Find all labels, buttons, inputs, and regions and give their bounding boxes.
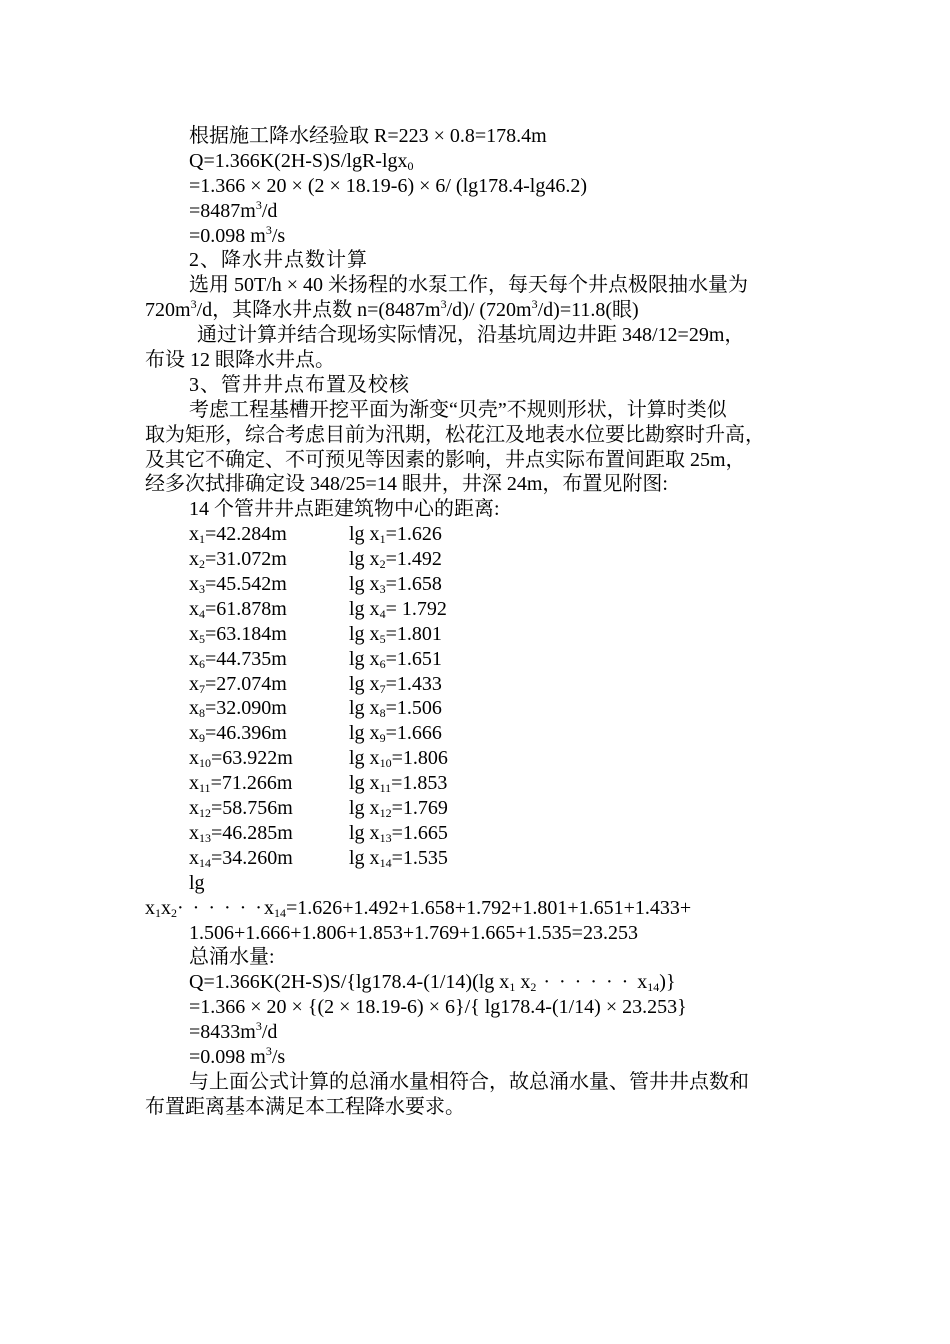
well-distance-list [145, 522, 807, 870]
subscript: 10 [199, 756, 211, 771]
text: x [189, 672, 199, 695]
subscript: 3 [379, 582, 386, 597]
well-log-value: =1.492 [385, 548, 442, 571]
text: Q=1.366K(2H-S)S/lgR-lgx [189, 149, 408, 172]
superscript: 3 [531, 297, 538, 312]
subscript: 6 [199, 656, 205, 671]
formula-q-result-day [145, 199, 807, 224]
list-item [145, 522, 807, 547]
superscript: 3 [255, 197, 262, 212]
superscript: 3 [440, 297, 447, 312]
text: x [145, 896, 155, 919]
text: x [189, 846, 199, 869]
text: =0.098 m [189, 1045, 266, 1068]
text: x [637, 971, 648, 994]
subscript: 4 [199, 606, 205, 621]
section-2-para-1-line-1: 选用 50T/h × 40 米扬程的水泵工作，每天每个井点极限抽水量为 [189, 274, 749, 297]
conclusion-line-2: 布置距离基本满足本工程降水要求。 [145, 1095, 465, 1118]
subscript: 11 [379, 781, 392, 796]
text: =0.098 m [189, 224, 266, 247]
subscript: 5 [199, 631, 205, 646]
well-log-value: =1.535 [391, 846, 448, 869]
text: 720m [145, 299, 191, 322]
section-3-para-line-2: 取为矩形，综合考虑目前为汛期，松花江及地表水位要比勘察时升高， [145, 423, 765, 446]
list-item [145, 721, 807, 746]
text: x [189, 647, 199, 670]
text: x [189, 747, 199, 770]
text: lg x [349, 747, 380, 770]
text: /s [271, 224, 286, 247]
superscript: 3 [265, 1043, 272, 1058]
text: lg x [349, 597, 380, 620]
well-log-value: =1.853 [391, 772, 448, 795]
text: lg x [349, 622, 380, 645]
section-3-heading: 3、管井井点布置及校核 [189, 373, 410, 396]
text: lg x [349, 722, 380, 745]
text: x [515, 971, 531, 994]
subscript: 14 [379, 855, 392, 870]
subscript: 1 [199, 532, 205, 547]
subscript: 1 [509, 980, 516, 995]
text: /d [261, 199, 278, 222]
list-item [145, 572, 807, 597]
well-distance: =58.756m [211, 797, 293, 820]
subscript: 4 [379, 606, 386, 621]
formula-q [145, 149, 807, 174]
subscript: 2 [379, 557, 386, 572]
document-body [145, 124, 807, 1120]
text: =1.366 × 20 × (2 × 18.19-6) × 6/ (lg178.4-lg46.2) [189, 174, 588, 197]
subscript: 10 [379, 756, 392, 771]
subscript: 13 [379, 830, 392, 845]
subscript: 6 [379, 656, 386, 671]
total-label: 总涌水量: [189, 946, 275, 969]
well-log-value: =1.506 [385, 697, 442, 720]
list-item [145, 647, 807, 672]
total-result-day [145, 1020, 807, 1045]
text: x [189, 772, 199, 795]
text: x [189, 548, 199, 571]
well-distance: =45.542m [205, 573, 287, 596]
well-log-value: =1.666 [385, 722, 442, 745]
text: x [189, 573, 199, 596]
well-log-value: =1.626 [385, 523, 442, 546]
text: lg x [349, 846, 380, 869]
text: x [263, 896, 274, 919]
section-2-heading: 2、降水井点数计算 [189, 249, 368, 272]
text: /d，其降水井点数 n=(8487m [196, 299, 441, 322]
text: x [189, 523, 199, 546]
well-distance: =44.735m [205, 647, 287, 670]
well-log-value: =1.801 [385, 622, 442, 645]
superscript: 3 [190, 297, 197, 312]
total-formula [145, 970, 807, 995]
subscript: 13 [199, 830, 211, 845]
well-log-value: =1.651 [385, 647, 442, 670]
well-list-intro: 14 个管井井点距建筑物中心的距离: [189, 498, 500, 521]
subscript: 12 [379, 806, 392, 821]
well-log-value: =1.658 [385, 573, 442, 596]
well-distance: =32.090m [205, 697, 287, 720]
text: x [189, 821, 199, 844]
section-3-para-line-4: 经多次拭排确定设 348/25=14 眼井，井深 24m，布置见附图: [145, 473, 668, 496]
well-log-value: =1.806 [391, 747, 448, 770]
list-item [145, 746, 807, 771]
list-item [145, 696, 807, 721]
list-item [145, 796, 807, 821]
well-distance: =46.285m [211, 821, 293, 844]
subscript: 14 [273, 905, 286, 920]
subscript: 5 [379, 631, 386, 646]
well-distance: =46.396m [205, 722, 287, 745]
text: =8487m [189, 199, 256, 222]
subscript: 0 [407, 158, 414, 173]
text: /s [271, 1045, 286, 1068]
subscript: 2 [171, 905, 177, 920]
subscript: 7 [199, 681, 205, 696]
well-distance: =42.284m [205, 523, 287, 546]
subscript: 3 [199, 582, 205, 597]
list-item [145, 846, 807, 871]
list-item [145, 821, 807, 846]
sum-line-2: 1.506+1.666+1.806+1.853+1.769+1.665+1.535=23.253 [189, 921, 638, 944]
superscript: 3 [255, 1019, 262, 1034]
subscript: 14 [647, 980, 660, 995]
subscript: 9 [379, 731, 386, 746]
text: lg x [349, 548, 380, 571]
well-distance: =27.074m [205, 672, 287, 695]
well-log-value: =1.665 [391, 821, 448, 844]
text: lg x [349, 697, 380, 720]
subscript: 11 [199, 781, 211, 796]
text: )} [659, 971, 676, 994]
well-log-value: =1.433 [385, 672, 442, 695]
text: /d)/ (720m [446, 299, 532, 322]
text: lg x [349, 523, 380, 546]
text: x [189, 622, 199, 645]
text: lg x [349, 647, 380, 670]
text: lg x [349, 821, 380, 844]
total-calc: =1.366 × 20 × {(2 × 18.19-6) × 6}/{ lg178.4-(1/14) × 23.253} [189, 996, 687, 1019]
list-item [145, 622, 807, 647]
conclusion-line-1: 与上面公式计算的总涌水量相符合，故总涌水量、管井井点数和 [189, 1070, 749, 1093]
section-2-para-2-line-2: 布设 12 眼降水井点。 [145, 349, 335, 372]
well-distance: =61.878m [205, 597, 287, 620]
text: lg x [349, 797, 380, 820]
formula-q-result-sec [145, 224, 807, 249]
text: x [189, 697, 199, 720]
subscript: 1 [379, 532, 386, 547]
section-2-para-1-line-2 [145, 298, 807, 323]
formula-q-calc [145, 174, 807, 199]
total-result-sec [145, 1045, 807, 1070]
well-distance: =63.184m [205, 622, 287, 645]
subscript: 14 [199, 855, 211, 870]
list-item [145, 597, 807, 622]
well-distance: =71.266m [210, 772, 293, 795]
section-2-para-2-line-1: 通过计算并结合现场实际情况，沿基坑周边井距 348/12=29m， [197, 324, 745, 347]
section-3-para-line-1: 考虑工程基槽开挖平面为渐变“贝壳”不规则形状，计算时类似 [189, 398, 727, 421]
text: lg x [349, 772, 380, 795]
subscript: 9 [199, 731, 205, 746]
text: Q=1.366K(2H-S)S/{lg178.4-(1/14)(lg x [189, 971, 510, 994]
well-distance: =34.260m [211, 846, 293, 869]
subscript: 1 [155, 905, 161, 920]
well-log-value: = 1.792 [385, 597, 447, 620]
text: x [189, 797, 199, 820]
text: =1.626+1.492+1.658+1.792+1.801+1.651+1.433+ [285, 896, 692, 919]
text: 根据施工降水经验取 R=223 × 0.8=178.4m [189, 125, 547, 147]
text: /d)=11.8(眼) [537, 299, 639, 322]
well-distance: =31.072m [205, 548, 287, 571]
subscript: 12 [199, 806, 211, 821]
text: · · · · · · [177, 896, 264, 919]
well-distance: =63.922m [211, 747, 293, 770]
well-log-value: =1.769 [391, 797, 448, 820]
subscript: 2 [199, 557, 205, 572]
text: lg x [349, 672, 380, 695]
sum-line-1 [145, 896, 807, 921]
text: /d [261, 1021, 278, 1044]
text: =8433m [189, 1021, 256, 1044]
subscript: 8 [199, 706, 205, 721]
subscript: 8 [379, 706, 386, 721]
formula-radius [145, 124, 807, 149]
text: lg x [349, 573, 380, 596]
list-item [145, 672, 807, 697]
text: x [189, 722, 199, 745]
list-item [145, 771, 807, 796]
subscript: 2 [530, 980, 537, 995]
superscript: 3 [265, 222, 272, 237]
section-3-para-line-3: 及其它不确定、不可预见等因素的影响，井点实际布置间距取 25m， [145, 448, 746, 471]
list-item [145, 547, 807, 572]
text: x [161, 896, 171, 919]
subscript: 7 [379, 681, 386, 696]
sum-lg-label: lg [189, 871, 205, 894]
text: · · · · · · [536, 971, 638, 994]
text: x [189, 597, 199, 620]
